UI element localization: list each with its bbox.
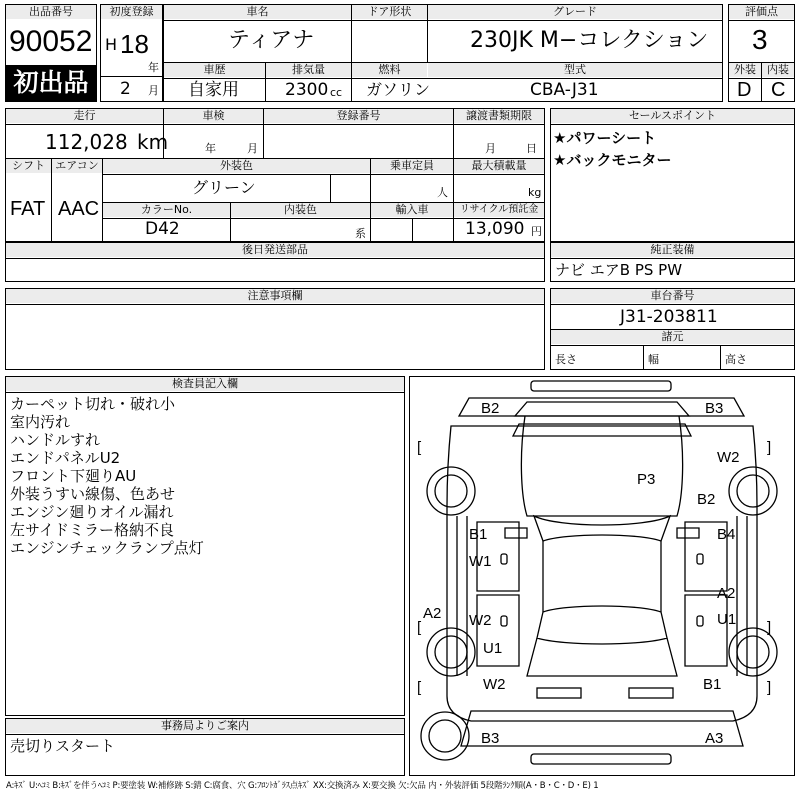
- mileage-unit: km: [137, 130, 169, 154]
- divider: [720, 345, 721, 370]
- fuel-label: 燃料: [352, 63, 427, 77]
- divider: [5, 258, 545, 259]
- import-label: 輸入車: [371, 203, 453, 217]
- hood: [521, 416, 682, 516]
- bracket: [: [417, 619, 422, 636]
- score: 3: [752, 24, 768, 55]
- divider: [550, 124, 795, 125]
- year-unit: 年: [148, 61, 159, 74]
- bracket: ]: [767, 619, 772, 636]
- model: CBA-J31: [530, 80, 599, 100]
- wheel-front-right-inner: [737, 475, 769, 507]
- divider: [550, 258, 795, 259]
- ext-color-label: 外装色: [103, 159, 370, 173]
- notes-label: 注意事項欄: [6, 289, 544, 303]
- rear-plate: [537, 688, 581, 698]
- inspector-note: 外装うすい線傷、色あせ: [10, 485, 176, 503]
- rear-bumper: [461, 711, 743, 746]
- color-no: D42: [145, 219, 180, 239]
- grade-label: グレード: [428, 5, 722, 19]
- rear-plate-2: [629, 688, 673, 698]
- front-panel: [459, 398, 744, 416]
- capacity-unit: 人: [437, 186, 448, 199]
- model-label: 型式: [428, 63, 722, 77]
- vehicle-info-box: [5, 108, 545, 242]
- rear-bumper-bottom: [531, 754, 671, 764]
- wheel-front-left-inner: [435, 475, 467, 507]
- inspector-label: 検査員記入欄: [6, 377, 404, 391]
- aircon-label: エアコン: [52, 159, 102, 173]
- int-color-label: 内装色: [231, 203, 370, 217]
- inspection-year-unit: 年: [205, 142, 216, 155]
- legend: A:ｷｽﾞ U:ﾍｺﾐ B:ｷｽﾞを伴うﾍｺﾐ P:要塗装 W:補修跡 S:錆 C:腐食、穴 G:ﾌﾛﾝﾄｶﾞﾗｽ点ｷｽﾞ XX:交換済み X:要交換 欠:欠品 内・外装評価 5段階ﾗﾝｸ順(A・B・C・D・E) 1: [6, 781, 599, 791]
- damage-mark: B2: [697, 491, 716, 508]
- first-reg-label: 初度登録: [101, 5, 162, 19]
- car-name-label: 車名: [164, 5, 351, 19]
- door-handle: [697, 616, 703, 626]
- hood-outline: [515, 402, 689, 416]
- rear-window: [537, 606, 667, 644]
- roof: [543, 541, 661, 612]
- reg-no-label: 登録番号: [264, 109, 453, 123]
- divider: [102, 174, 545, 175]
- recycle: 13,090: [465, 219, 525, 239]
- bracket: ]: [767, 439, 772, 456]
- sales-point: ★バックモニター: [553, 151, 672, 169]
- recycle-unit: 円: [531, 225, 542, 238]
- chassis-number: J31-203811: [620, 307, 718, 327]
- ext-color: グリーン: [192, 178, 256, 197]
- divider: [5, 392, 405, 393]
- equipment-label: 純正装備: [551, 243, 794, 257]
- recycle-label: リサイクル預託金: [454, 203, 544, 217]
- color-no-label: カラーNo.: [103, 203, 230, 217]
- displacement: 2300: [285, 80, 329, 100]
- score-label: 評価点: [729, 5, 794, 19]
- mirror-right: [677, 528, 699, 538]
- transfer-day: 日: [526, 142, 537, 155]
- inspection-month-unit: 月: [247, 142, 258, 155]
- transfer-label: 譲渡書類期限: [454, 109, 544, 123]
- right-sill: [737, 516, 747, 676]
- fuel: ガソリン: [366, 80, 431, 99]
- inspector-note: フロント下廻りAU: [10, 467, 137, 485]
- damage-mark: W2: [469, 612, 492, 629]
- inspector-note: エンドパネルU2: [10, 449, 121, 467]
- damage-mark: A2: [717, 585, 736, 602]
- office-note: 売切りスタート: [10, 737, 116, 755]
- wheel-rear-left-inner: [435, 636, 467, 668]
- car-name: ティアナ: [228, 28, 315, 53]
- wheel-rear-left: [427, 628, 475, 676]
- door-handle: [697, 554, 703, 564]
- bracket: ]: [767, 679, 772, 696]
- aircon: AAC: [58, 198, 100, 220]
- month-number: 2: [120, 79, 131, 99]
- damage-mark: W2: [717, 449, 740, 466]
- inspector-notes: [10, 395, 204, 557]
- damage-mark: B2: [481, 400, 500, 417]
- damage-mark: P3: [637, 471, 656, 488]
- damage-mark: B3: [481, 730, 500, 747]
- windshield: [534, 516, 670, 541]
- transfer-month: 月: [485, 142, 496, 155]
- divider: [5, 734, 405, 735]
- divider: [100, 76, 163, 77]
- divider: [728, 20, 795, 21]
- door-label: ドア形状: [352, 5, 427, 19]
- damage-mark: B3: [705, 400, 724, 417]
- length-label: 長さ: [555, 353, 577, 366]
- inspector-note: エンジンチェックランプ点灯: [10, 539, 204, 557]
- bracket: [: [417, 439, 422, 456]
- damage-mark: W2: [483, 676, 506, 693]
- first-listing-badge: 初出品: [6, 65, 96, 101]
- divider: [550, 304, 795, 305]
- wheel-front-right: [729, 467, 777, 515]
- width-label: 幅: [648, 353, 659, 366]
- damage-mark: B1: [469, 526, 488, 543]
- month-unit: 月: [148, 84, 159, 97]
- history: 自家用: [188, 80, 239, 100]
- shift: FAT: [10, 198, 46, 220]
- interior-grade: C: [771, 79, 786, 101]
- divider: [330, 174, 331, 202]
- damage-mark: B4: [717, 526, 736, 543]
- inspector-note: 左サイドミラー格納不良: [10, 521, 174, 539]
- interior-label: 内装: [762, 63, 794, 77]
- height-label: 高さ: [725, 353, 747, 366]
- int-color-suffix: 系: [355, 227, 366, 240]
- spare-wheel-inner: [429, 720, 461, 752]
- year-number: 18: [120, 29, 149, 59]
- inspector-note: 室内汚れ: [10, 413, 71, 431]
- exterior-grade: D: [737, 79, 752, 101]
- damage-mark: W1: [469, 553, 492, 570]
- divider: [550, 345, 795, 346]
- inspector-note: ハンドルすれ: [10, 431, 101, 449]
- shift-label: シフト: [6, 159, 51, 173]
- divider: [5, 304, 545, 305]
- equipment: ナビ エアB PS PW: [555, 261, 683, 279]
- inspector-note: カーペット切れ・破れ小: [10, 395, 176, 413]
- wheel-front-left: [427, 467, 475, 515]
- inspector-note: エンジン廻りオイル漏れ: [10, 503, 174, 521]
- damage-mark: B1: [703, 676, 722, 693]
- lot-label: 出品番号: [6, 5, 96, 19]
- lot-number: 90052: [9, 25, 93, 58]
- mileage: 112,028: [45, 130, 128, 154]
- sales-points-label: セールスポイント: [551, 109, 794, 123]
- divider: [163, 20, 723, 21]
- displacement-unit: cc: [330, 86, 343, 99]
- damage-mark: A2: [423, 605, 442, 622]
- exterior-label: 外装: [729, 63, 761, 77]
- door-handle: [501, 616, 507, 626]
- wheel-rear-right-inner: [737, 636, 769, 668]
- capacity-label: 乗車定員: [371, 159, 453, 173]
- sales-point: ★パワーシート: [553, 129, 657, 147]
- later-parts-label: 後日発送部品: [6, 243, 544, 257]
- chassis-label: 車台番号: [551, 289, 794, 303]
- era: H: [105, 35, 118, 54]
- door-handle: [501, 554, 507, 564]
- mileage-label: 走行: [6, 109, 163, 123]
- divider: [412, 218, 413, 242]
- damage-mark: U1: [717, 611, 737, 628]
- bracket: [: [417, 679, 422, 696]
- damage-mark: U1: [483, 640, 503, 657]
- grade: 230JK M−コレクション: [470, 28, 709, 53]
- displacement-label: 排気量: [266, 63, 351, 77]
- inspection-label: 車検: [164, 109, 263, 123]
- divider: [5, 124, 545, 125]
- mirror-left: [505, 528, 527, 538]
- divider: [643, 345, 644, 370]
- damage-mark: A3: [705, 730, 724, 747]
- office-label: 事務局よりご案内: [6, 719, 404, 733]
- car-damage-diagram: [409, 376, 795, 776]
- load-unit: kg: [528, 186, 542, 199]
- divider: [163, 78, 723, 79]
- left-sill: [457, 516, 467, 676]
- dims-label: 諸元: [551, 330, 794, 344]
- history-label: 車歴: [164, 63, 265, 77]
- front-bumper-top: [531, 381, 671, 391]
- load-label: 最大積載量: [454, 159, 544, 173]
- spare-wheel: [421, 712, 469, 760]
